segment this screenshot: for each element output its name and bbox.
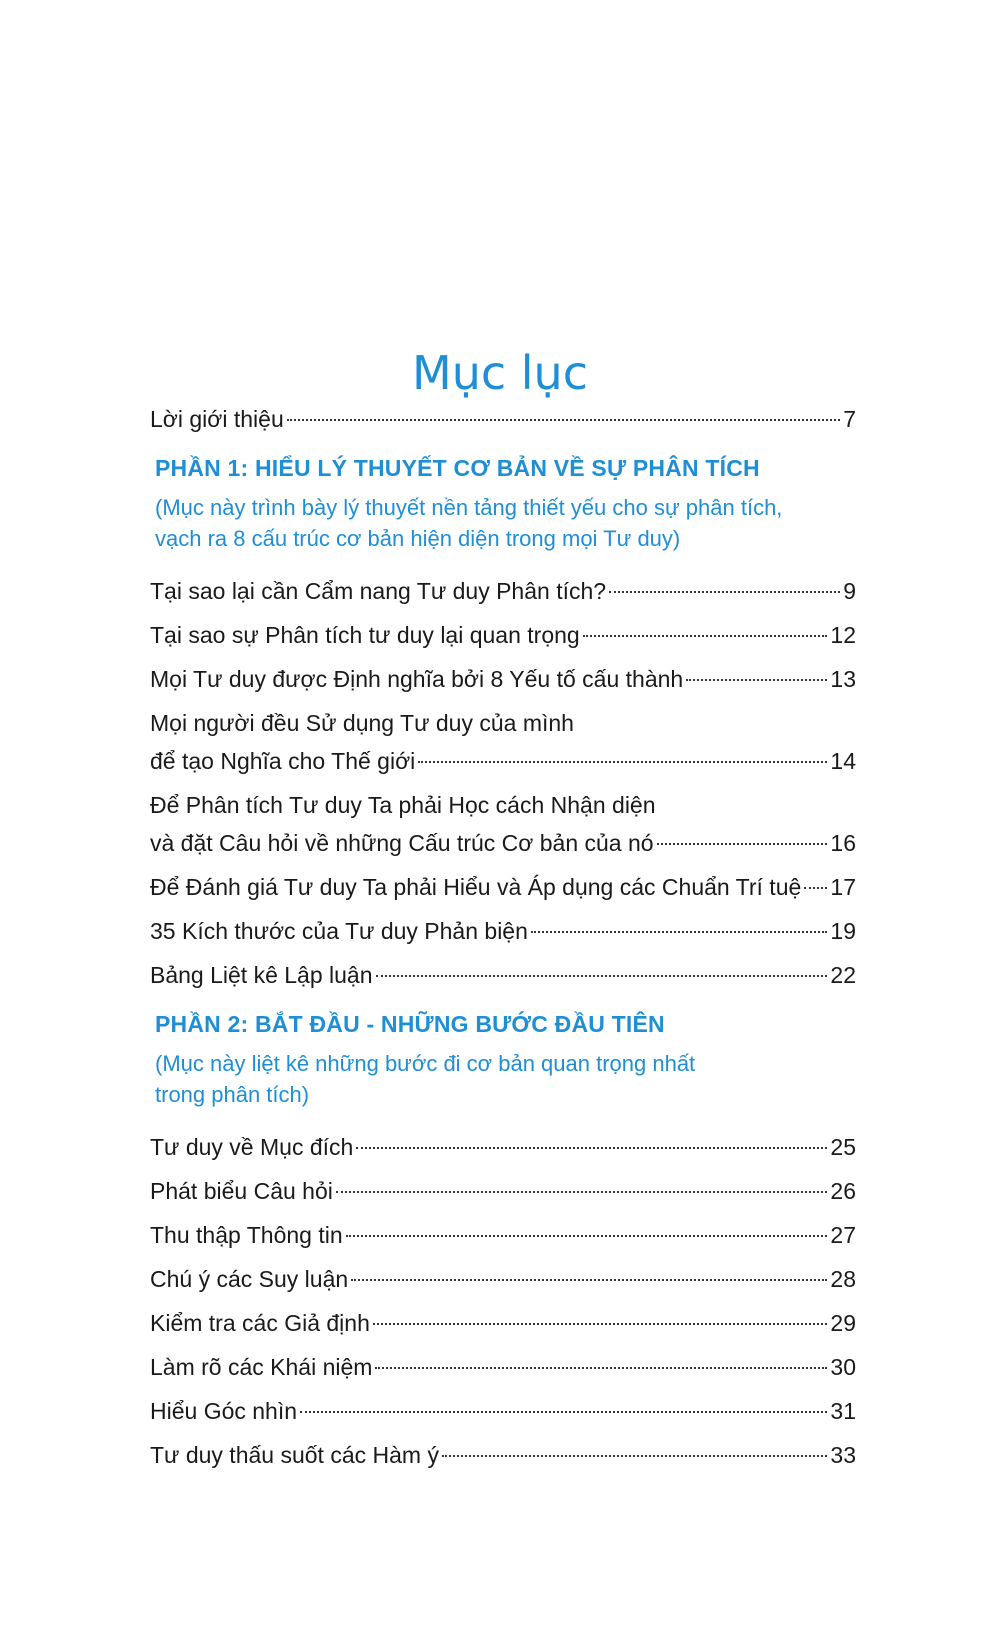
toc-entry-label: Tư duy thấu suốt các Hàm ý xyxy=(150,1442,439,1468)
toc-entry[interactable] xyxy=(150,1304,856,1342)
toc-entry-label: Hiểu Góc nhìn xyxy=(150,1398,298,1424)
part-2-description-line-2: trong phân tích) xyxy=(155,1082,310,1107)
part-2-description-line-1: (Mục này liệt kê những bước đi cơ bản quan trọng nhất xyxy=(155,1051,696,1076)
toc-entry[interactable] xyxy=(150,786,856,862)
toc-entry-label: Lời giới thiệu xyxy=(150,406,284,432)
toc-entry-intro[interactable] xyxy=(150,400,856,438)
toc-entry-page: 28 xyxy=(830,1266,856,1292)
part-1-header xyxy=(150,452,856,554)
dot-leader xyxy=(609,591,840,593)
dot-leader xyxy=(804,887,827,889)
toc-entry-page: 25 xyxy=(830,1134,856,1160)
dot-leader xyxy=(346,1235,828,1237)
toc-entry[interactable] xyxy=(150,912,856,950)
part-2-title: PHẦN 2: BẮT ĐẦU - NHỮNG BƯỚC ĐẦU TIÊN xyxy=(155,1011,665,1037)
toc-entry[interactable] xyxy=(150,1128,856,1166)
toc-entry-label: Tại sao sự Phân tích tư duy lại quan trọng xyxy=(150,622,580,648)
toc-entry-page: 30 xyxy=(830,1354,856,1380)
toc-entry-page: 26 xyxy=(830,1178,856,1204)
dot-leader xyxy=(531,931,828,933)
toc-entry[interactable] xyxy=(150,660,856,698)
dot-leader xyxy=(376,975,828,977)
part-1-description-line-2: vạch ra 8 cấu trúc cơ bản hiện diện trong mọi Tư duy) xyxy=(155,526,681,551)
dot-leader xyxy=(657,843,828,845)
toc-entry-page: 27 xyxy=(830,1222,856,1248)
toc-entry-page: 12 xyxy=(830,622,856,648)
toc-entry[interactable] xyxy=(150,572,856,610)
dot-leader xyxy=(287,419,840,421)
dot-leader xyxy=(442,1455,827,1457)
toc-entry-label: 35 Kích thước của Tư duy Phản biện xyxy=(150,918,528,944)
toc-entry[interactable] xyxy=(150,868,856,906)
dot-leader xyxy=(373,1323,828,1325)
part-1-title: PHẦN 1: HIỂU LÝ THUYẾT CƠ BẢN VỀ SỰ PHÂN TÍCH xyxy=(155,455,760,481)
toc-entry-page: 13 xyxy=(830,666,856,692)
dot-leader xyxy=(418,761,827,763)
toc-entry-page: 9 xyxy=(843,578,856,604)
table-of-contents xyxy=(150,400,856,1480)
toc-entry-label: Bảng Liệt kê Lập luận xyxy=(150,962,373,988)
toc-entry-label: Để Đánh giá Tư duy Ta phải Hiểu và Áp dụng các Chuẩn Trí tuệ xyxy=(150,874,802,900)
dot-leader xyxy=(300,1411,827,1413)
dot-leader xyxy=(351,1279,827,1281)
toc-entry-page: 29 xyxy=(830,1310,856,1336)
toc-entry-page: 17 xyxy=(830,874,856,900)
toc-entry-label: Tại sao lại cần Cẩm nang Tư duy Phân tích? xyxy=(150,578,607,604)
toc-entry-label: Tư duy về Mục đích xyxy=(150,1134,354,1160)
toc-entry[interactable] xyxy=(150,1172,856,1210)
toc-entry-label: Phát biểu Câu hỏi xyxy=(150,1178,333,1204)
toc-entry[interactable] xyxy=(150,1436,856,1474)
toc-entry[interactable] xyxy=(150,616,856,654)
toc-entry-label: Chú ý các Suy luận xyxy=(150,1266,349,1292)
dot-leader xyxy=(375,1367,827,1369)
toc-entry[interactable] xyxy=(150,1260,856,1298)
dot-leader xyxy=(356,1147,827,1149)
toc-entry-label: Làm rõ các Khái niệm xyxy=(150,1354,373,1380)
dot-leader xyxy=(583,635,828,637)
toc-entry[interactable] xyxy=(150,1348,856,1386)
toc-entry[interactable] xyxy=(150,956,856,994)
toc-entry-label: Thu thập Thông tin xyxy=(150,1222,343,1248)
dot-leader xyxy=(336,1191,828,1193)
part-2-header xyxy=(150,1008,856,1110)
toc-entry-page: 16 xyxy=(830,830,856,856)
part-1-description-line-1: (Mục này trình bày lý thuyết nền tảng thiết yếu cho sự phân tích, xyxy=(155,495,783,520)
toc-entry[interactable] xyxy=(150,1392,856,1430)
toc-entry-label-line-1: Để Phân tích Tư duy Ta phải Học cách Nhận diện xyxy=(150,792,656,818)
dot-leader xyxy=(686,679,827,681)
toc-entry-label: và đặt Câu hỏi về những Cấu trúc Cơ bản của nó xyxy=(150,830,654,856)
toc-entry[interactable] xyxy=(150,704,856,780)
toc-entry-label-line-1: Mọi người đều Sử dụng Tư duy của mình xyxy=(150,710,574,736)
page-title: Mục lục xyxy=(412,345,588,400)
toc-entry-page: 22 xyxy=(830,962,856,988)
toc-entry-page: 19 xyxy=(830,918,856,944)
toc-entry-page: 31 xyxy=(830,1398,856,1424)
toc-entry-page: 14 xyxy=(830,748,856,774)
toc-entry-label: để tạo Nghĩa cho Thế giới xyxy=(150,748,416,774)
toc-entry-label: Kiểm tra các Giả định xyxy=(150,1310,370,1336)
toc-entry-label: Mọi Tư duy được Định nghĩa bởi 8 Yếu tố cấu thành xyxy=(150,666,684,692)
toc-entry-page: 33 xyxy=(830,1442,856,1468)
toc-entry[interactable] xyxy=(150,1216,856,1254)
toc-entry-page: 7 xyxy=(843,406,856,432)
